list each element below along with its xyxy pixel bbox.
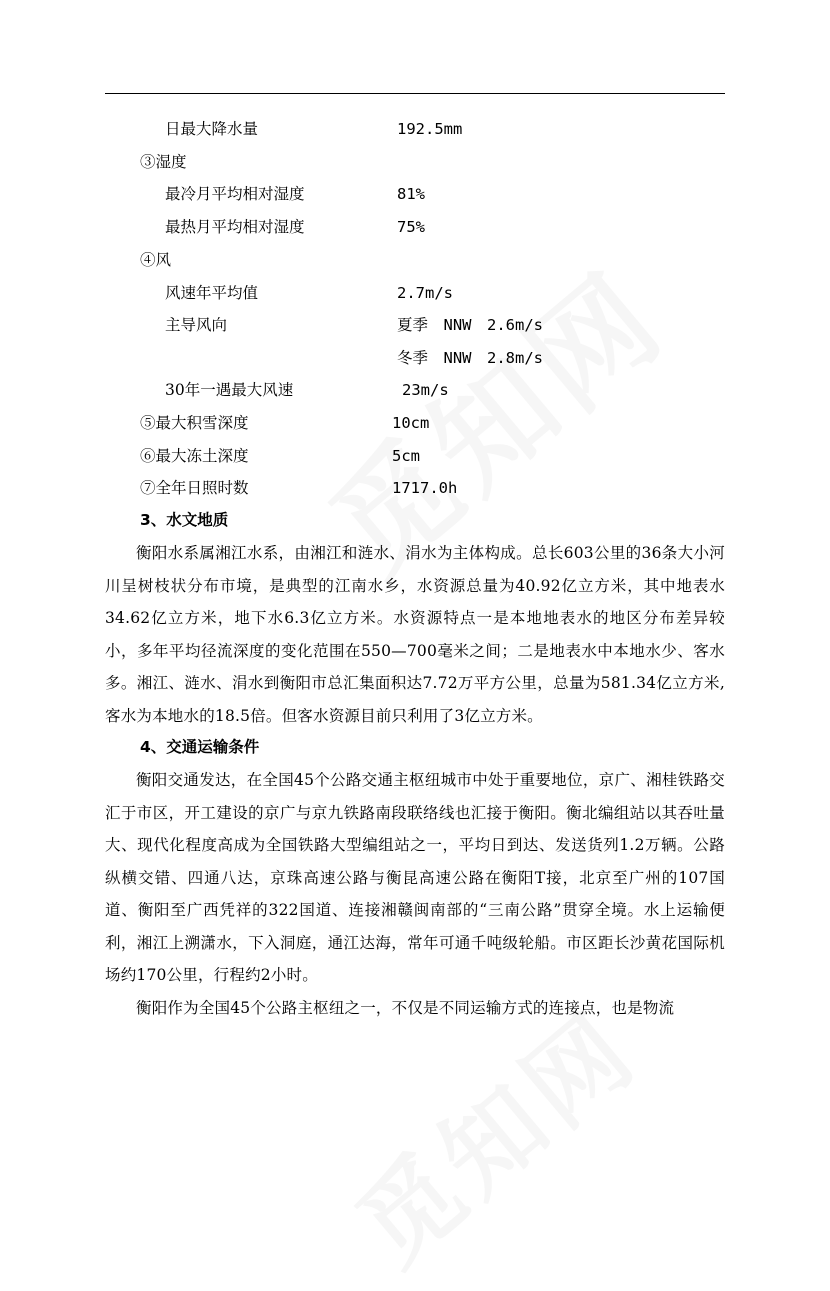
hot-humidity-value: 75% (397, 218, 425, 236)
cold-humidity-value: 81% (397, 185, 425, 203)
max-wind-label: 30年一遇最大风速 (165, 381, 294, 399)
sunshine-value: 1717.0h (392, 479, 458, 497)
traffic-paragraph: 衡阳交通发达，在全国45个公路交通主枢纽城市中处于重要地位，京广、湘桂铁路交汇于市区，开工建设的京广与京九铁路南段联络线也汇接于衡阳。衡北编组站以其吞吐量大、现代化程度高成为全国铁路大型编组站之一，平均日到达、发送货列1.2万辆。公路纵横交错、四通八达，京珠高速公路与衡昆高速公路在衡阳T接，北京至广州的107国道、衡阳至广西凭祥的322国道、连接湘赣闽南部的“三南公路”贯穿全境。水上运输便利，湘江上溯潇水，下入洞庭，通江达海，常年可通千吨级轮船。市区距长沙黄花国际机场约170公里，行程约2小时。 (105, 771, 725, 984)
wind-avg-label: 风速年平均值 (165, 284, 259, 302)
frost-label: ⑥最大冻土深度 (140, 447, 249, 465)
snow-value: 10cm (392, 414, 430, 432)
max-wind-value: 23m/s (402, 381, 449, 399)
hydro-heading: 3、水文地质 (140, 511, 229, 529)
wind-title: ④风 (140, 251, 172, 269)
wind-summer: 夏季 NNW 2.6m/s (397, 316, 543, 334)
rain-value: 192.5mm (397, 120, 463, 138)
wind-winter: 冬季 NNW 2.8m/s (397, 349, 543, 367)
snow-label: ⑤最大积雪深度 (140, 414, 249, 432)
traffic-paragraph-2: 衡阳作为全国45个公路主枢纽之一，不仅是不同运输方式的连接点，也是物流 (136, 999, 675, 1017)
humidity-title: ③湿度 (140, 153, 187, 171)
wind-dir-label: 主导风向 (165, 316, 228, 334)
header-rule (105, 93, 725, 94)
sunshine-label: ⑦全年日照时数 (140, 479, 249, 497)
rain-label: 日最大降水量 (165, 120, 259, 138)
wind-avg-value: 2.7m/s (397, 284, 453, 302)
hot-humidity-label: 最热月平均相对湿度 (165, 218, 305, 236)
cold-humidity-label: 最冷月平均相对湿度 (165, 185, 305, 203)
frost-value: 5cm (392, 447, 420, 465)
traffic-heading: 4、交通运输条件 (140, 738, 260, 756)
hydro-paragraph: 衡阳水系属湘江水系，由湘江和涟水、涓水为主体构成。总长603公里的36条大小河川呈树枝状分布市境，是典型的江南水乡，水资源总量为40.92亿立方米，其中地表水34.62亿立方米，地下水6.3亿立方米。水资源特点一是本地地表水的地区分布差异较小，多年平均径流深度的变化范围在550—700毫米之间；二是地表水中本地水少、客水多。湘江、涟水、涓水到衡阳市总汇集面积达7.72万平方公里，总量为581.34亿立方米,客水为本地水的18.5倍。但客水资源目前只利用了3亿立方米。 (105, 544, 725, 725)
